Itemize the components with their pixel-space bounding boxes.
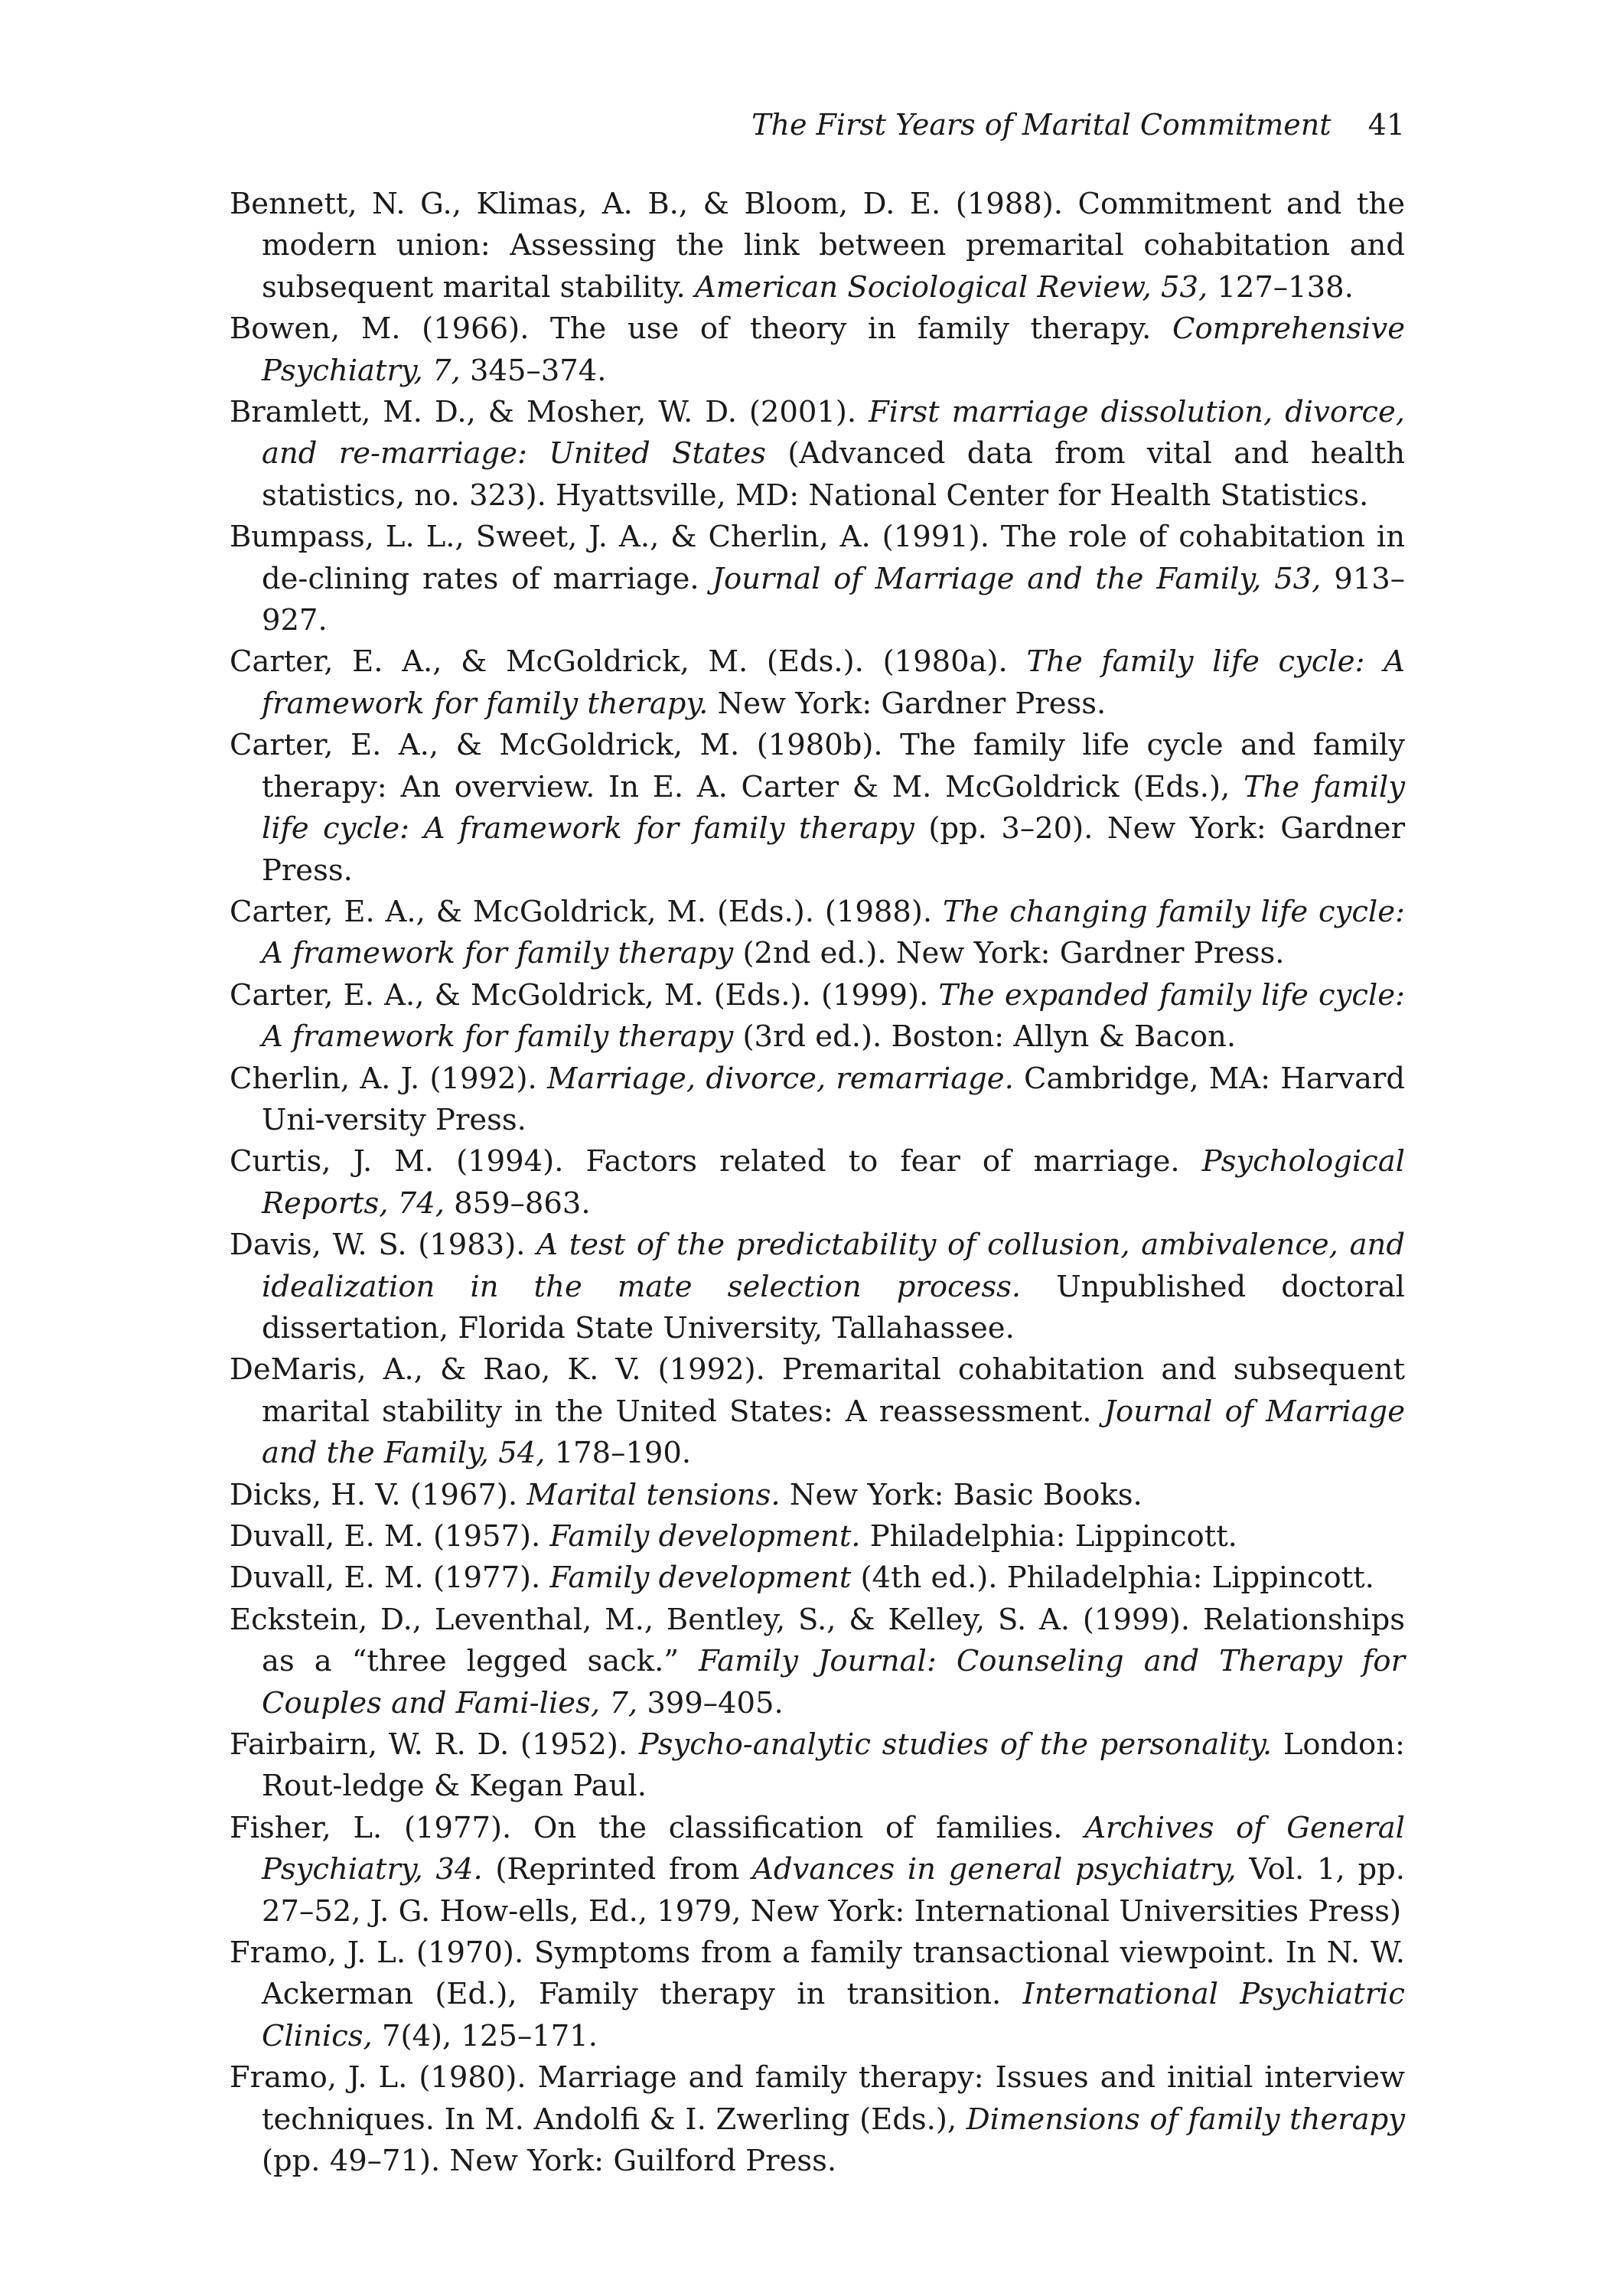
reference-text-segment: (pp. 3–20). New York: Gardner Press. xyxy=(262,811,1405,888)
reference-italic-segment: A test of the predictability of collusion, ambivalence, and idealization in the mate selection process. xyxy=(262,1228,1405,1304)
reference-italic-segment: Marital tensions. xyxy=(526,1477,781,1512)
reference-text-segment: 7(4), 125–171. xyxy=(372,2018,598,2053)
reference-text-segment: Davis, W. S. (1983). xyxy=(230,1228,537,1263)
reference-text-segment: 178–190. xyxy=(545,1436,692,1471)
reference-text-segment: New York: Basic Books. xyxy=(780,1477,1143,1512)
reference-entry xyxy=(230,1058,1405,1142)
reference-italic-segment: Family development. xyxy=(549,1519,861,1554)
reference-text-segment: New York: Gardner Press. xyxy=(708,686,1107,721)
reference-text-segment: Philadelphia: Lippincott. xyxy=(860,1519,1237,1554)
reference-text-segment: London: Rout-ledge & Kegan Paul. xyxy=(262,1727,1405,1804)
page-number: 41 xyxy=(1367,108,1405,142)
reference-text-segment: Fisher, L. (1977). On the classification of families. xyxy=(230,1810,1085,1845)
reference-list xyxy=(230,184,1405,2183)
reference-entry xyxy=(230,1600,1405,1724)
running-head-title: The First Years of Marital Commitment xyxy=(751,108,1332,142)
reference-italic-segment: International Psychiatric Clinics, xyxy=(262,1977,1405,2053)
reference-entry xyxy=(230,517,1405,641)
reference-italic-segment: Family development xyxy=(549,1561,852,1596)
reference-italic-segment: The expanded family life cycle: A framework for family therapy xyxy=(262,977,1405,1055)
reference-text-segment: Dicks, H. V. (1967). xyxy=(230,1477,527,1512)
reference-entry xyxy=(230,1141,1405,1225)
reference-italic-segment: American Sociological Review, 53, xyxy=(694,269,1208,305)
reference-italic-segment: Journal of Marriage and the Family, 54, xyxy=(262,1394,1405,1471)
reference-entry xyxy=(230,308,1405,392)
reference-text-segment: (2nd ed.). New York: Gardner Press. xyxy=(733,936,1285,971)
reference-text-segment: 913–927. xyxy=(262,561,1405,638)
reference-entry xyxy=(230,725,1405,892)
reference-text-segment: (3rd ed.). Boston: Allyn & Bacon. xyxy=(733,1019,1237,1055)
reference-text-segment: Duvall, E. M. (1977). xyxy=(230,1561,550,1596)
reference-text-segment: Curtis, J. M. (1994). Factors related to fear of marriage. xyxy=(230,1144,1202,1179)
reference-entry xyxy=(230,1932,1405,2057)
reference-entry xyxy=(230,1349,1405,1474)
reference-text-segment: Carter, E. A., & McGoldrick, M. (Eds.). (1999). xyxy=(230,977,939,1013)
reference-entry xyxy=(230,975,1405,1058)
reference-text-segment: Cherlin, A. J. (1992). xyxy=(230,1061,547,1096)
reference-text-segment: Bumpass, L. L., Sweet, J. A., & Cherlin, A. (1991). The role of cohabitation in de-clining rates of marriage. xyxy=(230,520,1405,596)
reference-italic-segment: The family life cycle: A framework for family therapy. xyxy=(262,644,1405,721)
reference-entry xyxy=(230,1475,1405,1516)
reference-text-segment: 399–405. xyxy=(637,1685,784,1720)
reference-text-segment: 345–374. xyxy=(460,353,607,388)
reference-text-segment: Duvall, E. M. (1957). xyxy=(230,1519,550,1554)
reference-italic-segment: The changing family life cycle: A framework for family therapy xyxy=(262,894,1405,971)
reference-italic-segment: Comprehensive Psychiatry, 7, xyxy=(262,311,1405,388)
reference-italic-segment: Dimensions of family therapy xyxy=(966,2102,1405,2137)
reference-entry xyxy=(230,1724,1405,1808)
reference-italic-segment: First marriage dissolution, divorce, and re-marriage: United States xyxy=(262,395,1405,471)
reference-text-segment: Bramlett, M. D., & Mosher, W. D. (2001). xyxy=(230,395,869,430)
reference-text-segment: Cambridge, MA: Harvard Uni-versity Press. xyxy=(262,1061,1405,1137)
reference-italic-segment: Family Journal: Counseling and Therapy for Couples and Fami-lies, 7, xyxy=(262,1644,1405,1720)
reference-text-segment: 859–863. xyxy=(444,1186,591,1221)
reference-entry xyxy=(230,392,1405,517)
reference-italic-segment: Marriage, divorce, remarriage. xyxy=(546,1061,1014,1096)
reference-italic-segment: Journal of Marriage and the Family, 53, xyxy=(712,561,1322,596)
reference-italic-segment: Psychological Reports, 74, xyxy=(262,1144,1405,1221)
reference-entry xyxy=(230,1557,1405,1599)
reference-italic-segment: Psycho-analytic studies of the personality. xyxy=(638,1727,1273,1763)
reference-text-segment: Bennett, N. G., Klimas, A. B., & Bloom, D. E. (1988). Commitment and the modern union: Assessing the link between premarital cohabitation and subsequent marital stability. xyxy=(230,187,1405,305)
reference-text-segment: Bowen, M. (1966). The use of theory in family therapy. xyxy=(230,311,1173,347)
reference-entry xyxy=(230,892,1405,975)
reference-text-segment: DeMaris, A., & Rao, K. V. (1992). Premarital cohabitation and subsequent marital stability in the United States: A reassessment. xyxy=(230,1352,1405,1429)
reference-text-segment: Carter, E. A., & McGoldrick, M. (1980b). The family life cycle and family therapy: An overview. In E. A. Carter & M. McGoldrick (Eds.), xyxy=(230,728,1405,804)
reference-text-segment: (Advanced data from vital and health statistics, no. 323). Hyattsville, MD: National Center for Health Statistics. xyxy=(262,436,1406,513)
reference-entry xyxy=(230,1808,1405,1932)
reference-entry xyxy=(230,1516,1405,1557)
reference-text-segment: Framo, J. L. (1980). Marriage and family therapy: Issues and initial interview techniques. In M. Andolfi & I. Zwerling (Eds.), xyxy=(230,2060,1405,2137)
reference-text-segment: (Reprinted from xyxy=(482,1852,753,1887)
reference-text-segment: Carter, E. A., & McGoldrick, M. (Eds.). (1980a). xyxy=(230,644,1027,680)
reference-italic-segment: Archives of General Psychiatry, 34. xyxy=(262,1810,1405,1887)
reference-italic-segment: Advances in general psychiatry, xyxy=(752,1852,1237,1887)
reference-text-segment: (4th ed.). Philadelphia: Lippincott. xyxy=(851,1561,1374,1596)
reference-entry xyxy=(230,1225,1405,1349)
reference-entry xyxy=(230,2057,1405,2182)
running-head xyxy=(230,106,1405,144)
reference-entry xyxy=(230,641,1405,725)
reference-text-segment: Framo, J. L. (1970). Symptoms from a family transactional viewpoint. In N. W. Ackerman (Ed.), Family therapy in transition. xyxy=(230,1936,1405,2012)
reference-text-segment: Vol. 1, pp. 27–52, J. G. How-ells, Ed., 1979, New York: International Universities Press) xyxy=(262,1852,1405,1929)
reference-entry xyxy=(230,184,1405,308)
reference-text-segment: Unpublished doctoral dissertation, Florida State University, Tallahassee. xyxy=(262,1269,1405,1345)
reference-text-segment: Fairbairn, W. R. D. (1952). xyxy=(230,1727,639,1763)
reference-text-segment: Eckstein, D., Leventhal, M., Bentley, S., & Kelley, S. A. (1999). Relationships as a “three legged sack.” xyxy=(230,1602,1405,1679)
reference-text-segment: 127–138. xyxy=(1208,269,1354,305)
reference-italic-segment: The family life cycle: A framework for family therapy xyxy=(262,769,1405,846)
reference-text-segment: Carter, E. A., & McGoldrick, M. (Eds.). (1988). xyxy=(230,894,944,929)
reference-text-segment: (pp. 49–71). New York: Guilford Press. xyxy=(262,2144,837,2179)
